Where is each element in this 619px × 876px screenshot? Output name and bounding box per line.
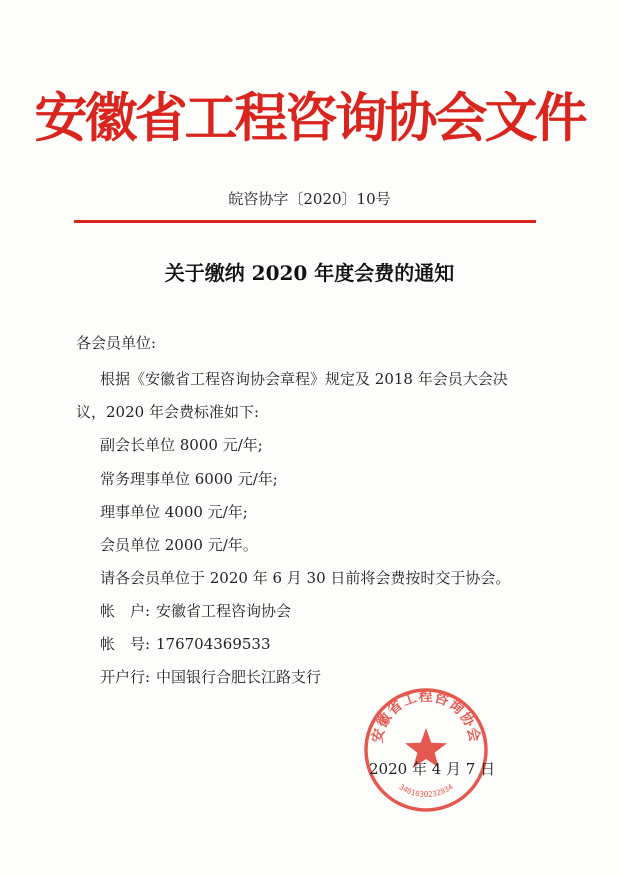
- document-header-title: 安徽省工程咨询协会文件: [34, 88, 585, 149]
- seal-code: [397, 782, 455, 799]
- fee-item-vice-president: 副会长单位 8000 元/年;: [100, 436, 263, 454]
- fee-item-member: 会员单位 2000 元/年。: [100, 536, 258, 554]
- document-number: 皖咨协字〔2020〕10号: [228, 190, 391, 208]
- seal-org-name-path: 安徽省工程咨询协会: [369, 688, 483, 745]
- account-bank-value: 中国银行合肥长江路支行: [156, 668, 322, 686]
- salutation: 各会员单位:: [76, 334, 157, 352]
- account-bank-label: 开户行:: [100, 668, 151, 686]
- account-holder-row: [100, 601, 291, 621]
- account-holder-value: 安徽省工程咨询协会: [156, 602, 292, 620]
- issue-date: 2020 年 4 月 7 日: [369, 760, 496, 778]
- account-bank-row: [100, 667, 321, 687]
- fee-item-executive-director: 常务理事单位 6000 元/年;: [100, 470, 278, 488]
- payment-deadline: 请各会员单位于 2020 年 6 月 30 日前将会费按时交于协会。: [100, 569, 511, 587]
- account-number-row: [100, 634, 271, 654]
- account-number-label: 帐 号:: [100, 635, 151, 653]
- account-number-value: 176704369533: [156, 635, 271, 653]
- seal-code-path: 3401030232834: [397, 782, 455, 800]
- paragraph-line: 根据《安徽省工程咨询协会章程》规定及 2018 年会员大会决: [100, 370, 508, 388]
- paragraph-line: 议，2020 年会费标准如下:: [76, 403, 259, 421]
- account-holder-label: 帐 户:: [100, 602, 151, 620]
- fee-item-director: 理事单位 4000 元/年;: [100, 503, 248, 521]
- notice-title: 关于缴纳 2020 年度会费的通知: [164, 261, 455, 285]
- header-divider: [74, 220, 536, 223]
- official-seal: [362, 686, 490, 814]
